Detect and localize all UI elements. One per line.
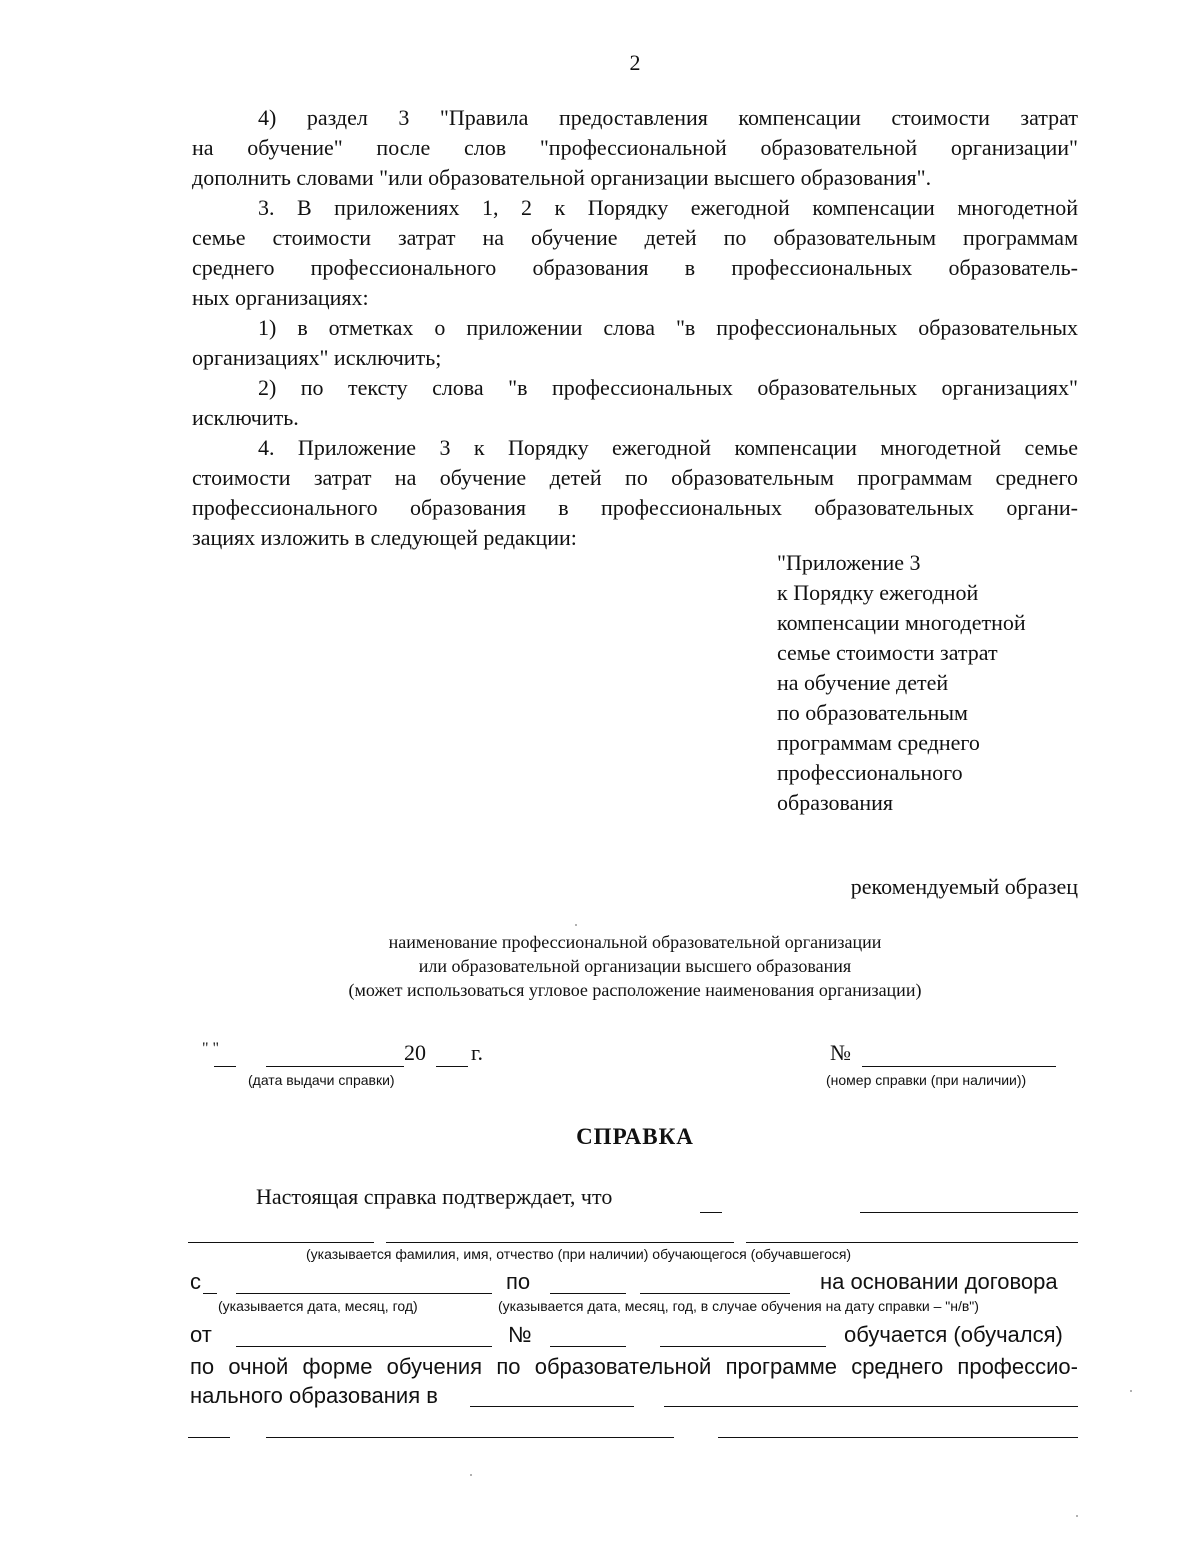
education-in-label: нального образования в [190,1383,438,1408]
contract-date-blank-line [236,1346,492,1347]
ot-label: от [190,1322,212,1347]
blank-line [203,1293,217,1294]
caption-line: наименование профессиональной образовательной организации [388,932,882,952]
fio-blank-line [188,1242,374,1243]
appendix-line: по образовательным [777,700,968,725]
text-line: дополнить словами "или образовательной организации высшего образования". [192,165,932,190]
fio-blank-line [746,1242,1078,1243]
blank-line [700,1212,722,1213]
date-to-blank-line [550,1293,626,1294]
amendment-text [192,103,1078,553]
month-blank-line [266,1066,404,1067]
number-caption: (номер справки (при наличии)) [826,1072,1027,1088]
to-label: по [506,1269,531,1294]
blank-line [266,1437,674,1438]
text-line: 4. Приложение 3 к Порядку ежегодной компенсации многодетной семье [258,435,1078,460]
appendix-line: "Приложение 3 [777,550,921,575]
recommended-sample-label: рекомендуемый образец [850,874,1078,899]
text-line: исключить. [192,405,299,430]
appendix-line: профессионального [777,760,963,785]
appendix-header [777,548,1077,818]
date-caption: (дата выдачи справки) [248,1072,395,1088]
certificate-title: СПРАВКА [576,1124,694,1149]
paragraph-appendix-3 [192,433,1078,553]
contract-basis-label: на основании договора [820,1269,1058,1294]
scan-speck [575,924,577,926]
appendix-line: на обучение детей [777,670,949,695]
caption-line: (может использоваться угловое расположение наименования организации) [348,980,922,1000]
text-line: на обучение" после слов "профессиональной образовательной организации" [192,135,1078,160]
year-blank-line [436,1066,468,1067]
blank-line [718,1437,1078,1438]
day-blank-line [214,1066,236,1067]
contract-number-label: № [508,1322,532,1347]
date-caption: (указывается дата, месяц, год) [218,1298,418,1314]
paragraph-section-3-amendment [192,103,1078,193]
text-line: 3. В приложениях 1, 2 к Порядку ежегодной компенсации многодетной [258,195,1078,220]
confirms-text: Настоящая справка подтверждает, что [256,1184,613,1209]
paragraph-appendices-1-2 [192,193,1078,313]
text-line: 4) раздел 3 "Правила предоставления компенсации стоимости затрат [258,105,1078,130]
blank-line [860,1212,1078,1213]
date-from-blank-line [236,1293,492,1294]
studies-label: обучается (обучался) [844,1322,1063,1347]
text-line: зациях изложить в следующей редакции: [192,525,577,550]
date-quote-marks: " " [202,1040,220,1057]
blank-line [664,1406,1078,1407]
text-line: среднего профессионального образования в профессиональных образователь- [192,255,1078,280]
date-to-blank-line [640,1293,790,1294]
paragraph-item-1 [192,313,1078,373]
text-line: 1) в отметках о приложении слова "в профессиональных образовательных [258,315,1078,340]
from-label: с [190,1269,201,1294]
blank-line [188,1437,230,1438]
text-line: ных организациях: [192,285,369,310]
organization-caption [190,930,1080,1002]
year-prefix: 20 [404,1040,426,1065]
appendix-line: образования [777,790,894,815]
appendix-line: компенсации многодетной [777,610,1026,635]
text-line: организациях" исключить; [192,345,442,370]
scan-speck [470,1474,472,1476]
appendix-line: к Порядку ежегодной [777,580,979,605]
number-sign: № [830,1040,851,1065]
scan-speck [1076,1515,1078,1517]
contract-number-blank-line [550,1346,626,1347]
scan-speck [1130,1390,1132,1392]
date-to-caption: (указывается дата, месяц, год, в случае обучения на дату справки – "н/в") [498,1298,979,1314]
blank-line [470,1406,634,1407]
text-line: стоимости затрат на обучение детей по образовательным программам среднего [192,465,1078,490]
appendix-line: программам среднего [777,730,980,755]
caption-line: или образовательной организации высшего образования [418,956,852,976]
full-time-line: по очной форме обучения по образовательной программе среднего профессио- [190,1354,1078,1379]
year-suffix: г. [471,1040,484,1065]
page-number: 2 [629,50,641,75]
number-blank-line [862,1066,1056,1067]
fio-blank-line [386,1242,734,1243]
appendix-line: семье стоимости затрат [777,640,998,665]
text-line: профессионального образования в профессиональных образовательных органи- [192,495,1078,520]
text-line: семье стоимости затрат на обучение детей по образовательным программам [192,225,1078,250]
fio-caption: (указывается фамилия, имя, отчество (при наличии) обучающегося (обучавшегося) [306,1246,852,1262]
text-line: 2) по тексту слова "в профессиональных образовательных организациях" [258,375,1078,400]
contract-number-blank-line [660,1346,826,1347]
paragraph-item-2 [192,373,1078,433]
